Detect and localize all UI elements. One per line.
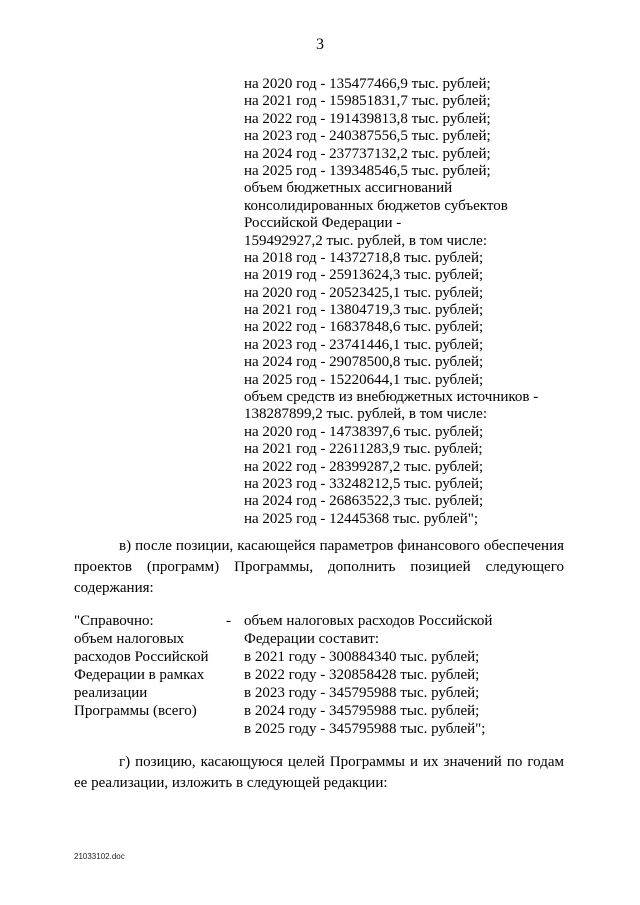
funding-line: Российской Федерации -	[244, 215, 402, 232]
funding-list	[244, 76, 538, 528]
paragraph-g-line: г) позицию, касающуюся целей Программы и их значений по годам	[119, 754, 564, 770]
paragraph-g-line: ее реализации, изложить в следующей редакции:	[74, 775, 388, 791]
reference-label-line: "Справочно:	[74, 613, 154, 629]
reference-label	[74, 612, 209, 720]
funding-line: на 2021 год - 159851831,7 тыс. рублей;	[244, 93, 491, 110]
funding-line: консолидированных бюджетов субъектов	[244, 197, 508, 214]
reference-value-line: в 2021 году - 300884340 тыс. рублей;	[244, 649, 480, 665]
reference-label-line: Программы (всего)	[74, 703, 197, 719]
reference-value-line: в 2024 году - 345795988 тыс. рублей;	[244, 703, 480, 719]
reference-value-line: Федерации составит:	[244, 631, 380, 647]
reference-value-line: в 2025 году - 345795988 тыс. рублей";	[244, 721, 486, 737]
funding-line: на 2020 год - 20523425,1 тыс. рублей;	[244, 284, 484, 301]
funding-line: на 2025 год - 15220644,1 тыс. рублей;	[244, 371, 484, 388]
paragraph-g	[74, 752, 564, 794]
paragraph-v-line: содержания:	[74, 580, 154, 596]
file-name-footer: 21033102.doc	[74, 852, 125, 861]
paragraph-v	[74, 536, 564, 599]
reference-values	[244, 612, 492, 738]
reference-label-line: расходов Российской	[74, 649, 209, 665]
funding-line: на 2023 год - 33248212,5 тыс. рублей;	[244, 475, 484, 492]
paragraph-v-line: в) после позиции, касающейся параметров финансового обеспечения	[119, 538, 564, 554]
reference-dash: -	[226, 613, 231, 629]
paragraph-v-line: проектов (программ) Программы, дополнить позицией следующего	[74, 559, 564, 575]
reference-label-line: реализации	[74, 685, 148, 701]
funding-line: на 2021 год - 13804719,3 тыс. рублей;	[244, 302, 484, 319]
funding-line: на 2018 год - 14372718,8 тыс. рублей;	[244, 249, 484, 266]
funding-line: на 2021 год - 22611283,9 тыс. рублей;	[244, 441, 483, 458]
funding-line: на 2024 год - 26863522,3 тыс. рублей;	[244, 493, 484, 510]
funding-line: на 2025 год - 139348546,5 тыс. рублей;	[244, 162, 491, 179]
funding-line: на 2022 год - 28399287,2 тыс. рублей;	[244, 458, 484, 475]
funding-line: на 2023 год - 240387556,5 тыс. рублей;	[244, 128, 491, 145]
funding-line: на 2025 год - 12445368 тыс. рублей";	[244, 510, 479, 527]
funding-line: 138287899,2 тыс. рублей, в том числе:	[244, 406, 488, 423]
funding-line: на 2019 год - 25913624,3 тыс. рублей;	[244, 267, 484, 284]
funding-line: объем средств из внебюджетных источников -	[244, 389, 539, 406]
page-number: 3	[316, 36, 324, 53]
funding-line: на 2024 год - 29078500,8 тыс. рублей;	[244, 354, 484, 371]
reference-value-line: объем налоговых расходов Российской	[244, 613, 493, 629]
funding-line: на 2023 год - 23741446,1 тыс. рублей;	[244, 336, 484, 353]
funding-line: на 2022 год - 16837848,6 тыс. рублей;	[244, 319, 484, 336]
funding-line: на 2020 год - 14738397,6 тыс. рублей;	[244, 423, 484, 440]
reference-label-line: объем налоговых	[74, 631, 185, 647]
funding-line: 159492927,2 тыс. рублей, в том числе:	[244, 232, 488, 249]
funding-line: на 2022 год - 191439813,8 тыс. рублей;	[244, 110, 491, 127]
reference-value-line: в 2022 году - 320858428 тыс. рублей;	[244, 667, 480, 683]
funding-line: на 2020 год - 135477466,9 тыс. рублей;	[244, 76, 491, 92]
reference-value-line: в 2023 году - 345795988 тыс. рублей;	[244, 685, 480, 701]
funding-line: объем бюджетных ассигнований	[244, 180, 453, 197]
funding-line: на 2024 год - 237737132,2 тыс. рублей;	[244, 145, 491, 162]
reference-label-line: Федерации в рамках	[74, 667, 205, 683]
